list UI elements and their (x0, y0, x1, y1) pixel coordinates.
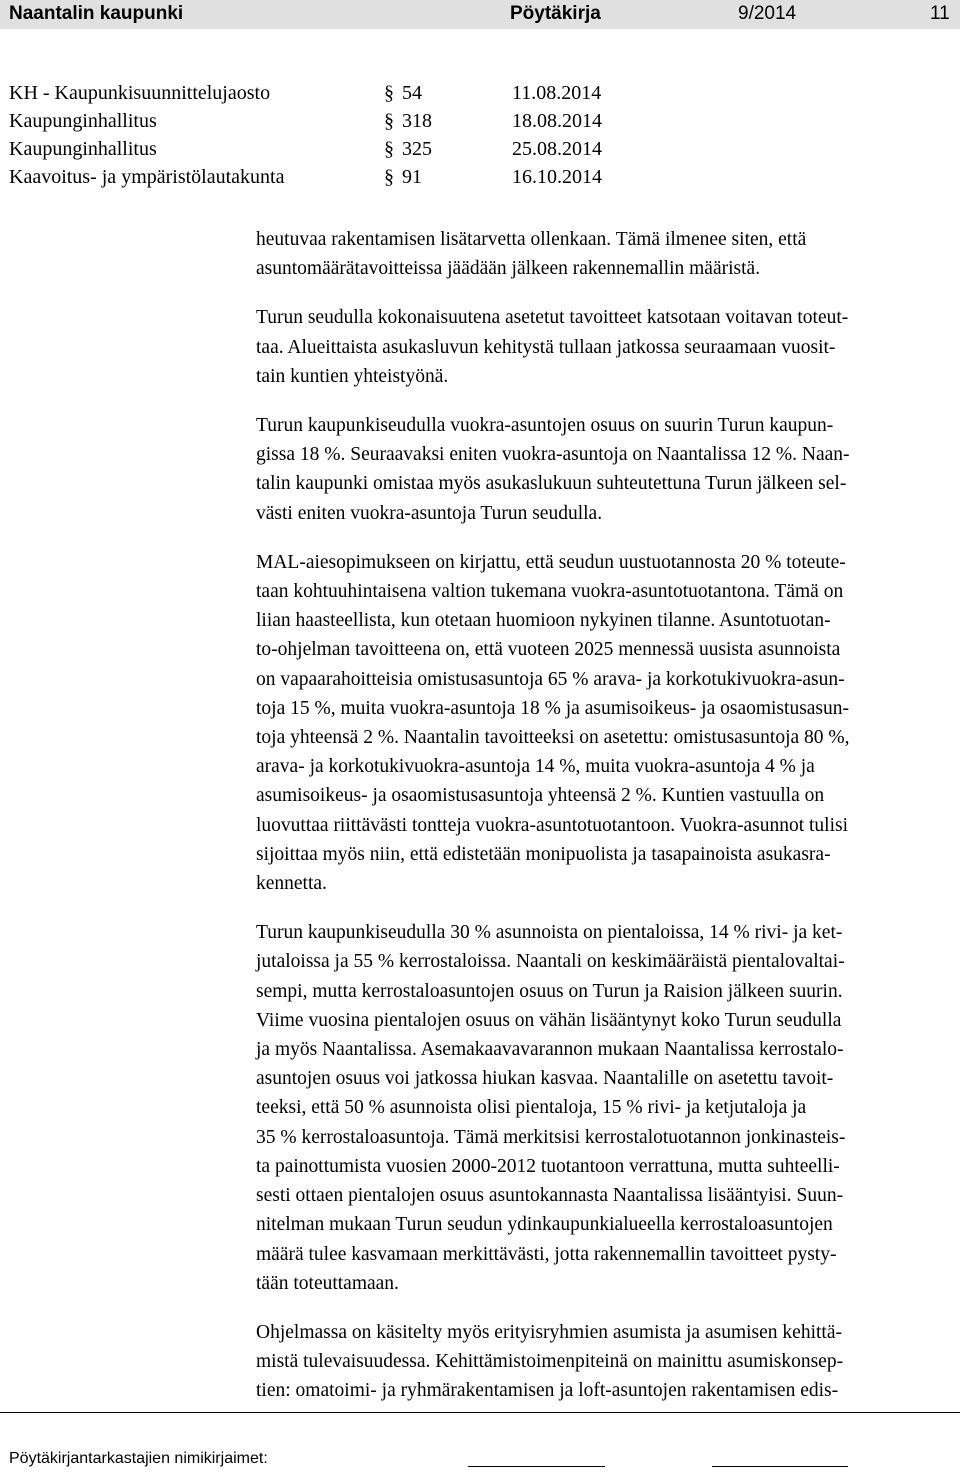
signature-line (712, 1466, 848, 1467)
paragraph-line: kennetta. (256, 873, 327, 895)
body-paragraph (256, 1318, 956, 1406)
meeting-body: Kaupunginhallitus (9, 110, 157, 132)
paragraph-line: Turun kaupunkiseudulla vuokra-asuntojen osuus on suurin Turun kaupun- (256, 415, 834, 437)
section-number: 325 (402, 138, 432, 160)
body-paragraph (256, 303, 956, 391)
paragraph-line: on vapaarahoitteisia omistusasuntoja 65 % arava- ja korkotukivuokra-asun- (256, 668, 845, 690)
body-paragraph (256, 918, 956, 1298)
page-header (0, 0, 960, 29)
paragraph-line: mistä tulevaisuudessa. Kehittämistoimenpiteinä on mainittu asumiskonsep- (256, 1351, 844, 1373)
paragraph-line: teeksi, että 50 % asunnoista olisi pientaloja, 15 % rivi- ja ketjutaloja ja (256, 1097, 807, 1119)
meeting-date: 18.08.2014 (512, 110, 602, 132)
document-type: Pöytäkirja (510, 3, 601, 24)
paragraph-line: Viime vuosina pientalojen osuus on vähän lisääntynyt koko Turun seudulla (256, 1009, 842, 1031)
paragraph-line: talin kaupunki omistaa myös asukaslukuun suhteutettuna Turun jälkeen sel- (256, 473, 847, 495)
paragraph-line: jutaloissa ja 55 % kerrostaloissa. Naantali on keskimääräistä pientalovaltai- (256, 951, 845, 973)
paragraph-line: 35 % kerrostaloasuntoja. Tämä merkitsisi kerrostalotuotannon jonkinasteis- (256, 1126, 846, 1148)
section-number: 91 (402, 166, 422, 188)
paragraph-line: luovuttaa riittävästi tontteja vuokra-asuntotuotantoon. Vuokra-asunnot tulisi (256, 814, 849, 836)
paragraph-line: tien: omatoimi- ja ryhmärakentamisen ja loft-asuntojen rakentamisen edis- (256, 1380, 839, 1402)
paragraph-line: heutuvaa rakentamisen lisätarvetta ollenkaan. Tämä ilmenee siten, että (256, 229, 807, 250)
document-body (256, 225, 956, 1426)
meeting-date: 16.10.2014 (512, 166, 602, 188)
paragraph-line: sijoittaa myös niin, että edistetään monipuolista ja tasapainoista asukasra- (256, 843, 831, 865)
signature-line (468, 1466, 605, 1467)
section-sign: § (384, 82, 394, 104)
meeting-body: KH - Kaupunkisuunnittelujaosto (9, 82, 271, 104)
paragraph-line: ja myös Naantalissa. Asemakaavavarannon mukaan Naantalissa kerrostalo- (256, 1039, 844, 1061)
section-number: 318 (402, 110, 432, 132)
meeting-body: Kaavoitus- ja ympäristölautakunta (9, 166, 285, 188)
section-sign: § (384, 166, 394, 188)
paragraph-line: tään toteuttamaan. (256, 1272, 399, 1294)
section-sign: § (384, 138, 394, 160)
paragraph-line: asumisoikeus- ja osaomistusasuntoja yhteensä 2 %. Kuntien vastuulla on (256, 785, 825, 807)
paragraph-line: liian haasteellista, kun otetaan huomioon nykyinen tilanne. Asuntotuotan- (256, 610, 831, 632)
paragraph-line: to-ohjelman tavoitteena on, että vuoteen 2025 mennessä uusista asunnoista (256, 639, 841, 661)
paragraph-line: nitelman mukaan Turun seudun ydinkaupunkialueella kerrostaloasuntojen (256, 1214, 833, 1236)
paragraph-line: taa. Alueittaista asukasluvun kehitystä tullaan jatkossa seuraamaan vuosit- (256, 336, 836, 358)
paragraph-line: sempi, mutta kerrostaloasuntojen osuus on Turun ja Raision jälkeen suurin. (256, 980, 843, 1002)
page-number: 11 (930, 3, 950, 24)
paragraph-line: arava- ja korkotukivuokra-asuntoja 14 %, muita vuokra-asuntoja 4 % ja (256, 756, 815, 778)
paragraph-line: sesti ottaen pientalojen osuus asuntokannasta Naantalissa lisääntyisi. Suun- (256, 1185, 844, 1207)
paragraph-line: gissa 18 %. Seuraavaksi eniten vuokra-asuntoja on Naantalissa 12 %. Naan- (256, 444, 850, 466)
body-paragraph (256, 548, 956, 898)
footer-divider (0, 1412, 960, 1413)
paragraph-line: toja 15 %, muita vuokra-asuntoja 18 % ja asumisoikeus- ja osaomistusasun- (256, 697, 850, 719)
meeting-date: 25.08.2014 (512, 138, 602, 160)
issue-number: 9/2014 (738, 3, 797, 24)
body-paragraph (256, 411, 956, 528)
paragraph-line: Turun kaupunkiseudulla 30 % asunnoista on pientaloissa, 14 % rivi- ja ket- (256, 922, 843, 944)
paragraph-line: Turun seudulla kokonaisuutena asetetut tavoitteet katsotaan voitavan toteut- (256, 307, 849, 329)
meeting-body: Kaupunginhallitus (9, 138, 157, 160)
paragraph-line: västi eniten vuokra-asuntoja Turun seudulla. (256, 502, 603, 524)
municipality-name: Naantalin kaupunki (9, 3, 184, 24)
paragraph-line: tain kuntien yhteistyönä. (256, 365, 449, 387)
paragraph-line: määrä tulee kasvamaan merkittävästi, jotta rakennemallin tavoitteet pysty- (256, 1243, 837, 1265)
paragraph-line: ta painottumista vuosien 2000-2012 tuotantoon verrattuna, mutta suhteelli- (256, 1155, 840, 1177)
paragraph-line: asuntomäärätavoitteissa jäädään jälkeen rakennemallin määristä. (256, 258, 761, 280)
meeting-date: 11.08.2014 (512, 82, 602, 104)
paragraph-line: taan kohtuuhintaisena valtion tukemana vuokra-asuntotuotantona. Tämä on (256, 581, 844, 603)
paragraph-line: toja yhteensä 2 %. Naantalin tavoitteeksi on asetettu: omistusasuntoja 80 %, (256, 727, 850, 749)
paragraph-line: Ohjelmassa on käsitelty myös erityisryhmien asumista ja asumisen kehittä- (256, 1321, 842, 1343)
signatures-label: Pöytäkirjantarkastajien nimikirjaimet: (9, 1450, 268, 1467)
section-number: 54 (402, 82, 422, 104)
paragraph-line: asuntojen osuus voi jatkossa hiukan kasvaa. Naantalille on asetettu tavoit- (256, 1068, 834, 1090)
paragraph-line: MAL-aiesopimukseen on kirjattu, että seudun uustuotannosta 20 % toteute- (256, 551, 846, 573)
body-paragraph (256, 225, 956, 283)
section-sign: § (384, 110, 394, 132)
